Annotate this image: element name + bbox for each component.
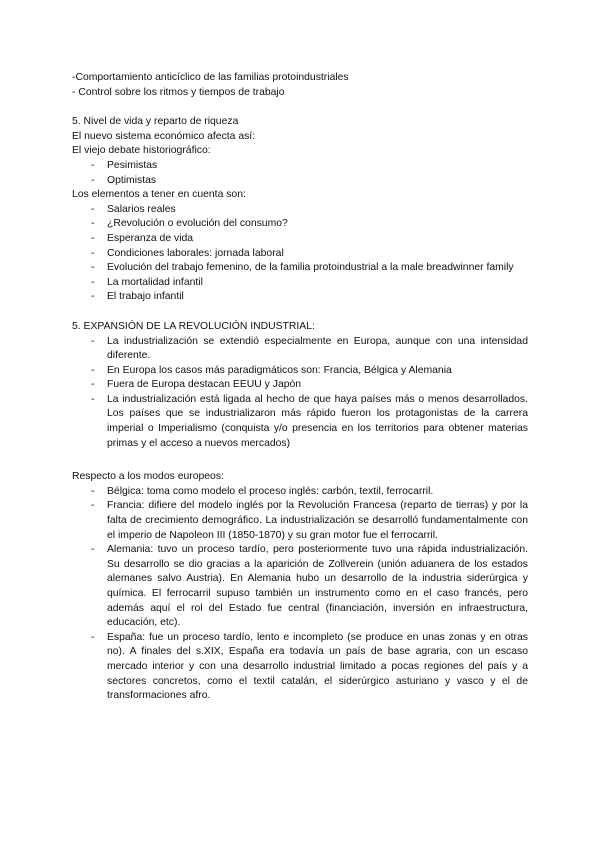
- list-item: - Esperanza de vida: [72, 232, 528, 247]
- intro-line-2: - Control sobre los ritmos y tiempos de trabajo: [72, 86, 285, 98]
- list-item: - La industrialización se extendió especialmente en Europa, aunque con una intensidad diferente.: [72, 335, 528, 364]
- list-item: - ¿Revolución o evolución del consumo?: [72, 217, 528, 232]
- list-item: - El trabajo infantil: [72, 290, 528, 305]
- list-item: - La mortalidad infantil: [72, 276, 528, 291]
- modos-list: [72, 485, 528, 704]
- list-item: - España: fue un proceso tardío, lento e incompleto (se produce en unas zonas y en otras no). A finales del s.XIX, España era todavía un país de base agraria, con un escaso mercado interior y con una desarrollo industrial limitado a pocas regiones del país y a sectores concretos, como el textil catalán, el siderúrgico asturiano y vasco y el de transformaciones afro.: [72, 631, 528, 704]
- list-item: - Bélgica: toma como modelo el proceso inglés: carbón, textil, ferrocarril.: [72, 485, 528, 500]
- document-page: [72, 71, 528, 704]
- list-item: - Alemania: tuvo un proceso tardío, pero posteriormente tuvo una rápida industrialización. Su desarrollo se dio gracias a la aparición de Zollverein (unión aduanera de los estados alemanes salvo Austria). En Alemania hubo un desarrollo de la industria siderúrgica y química. El ferrocarril supuso también un instrumento como en el caso francés, pero además aquí el rol del Estado fue central (financiación, inversión en infraestructura, educación, etc).: [72, 543, 528, 631]
- expansion-heading: 5. EXPANSIÓN DE LA REVOLUCIÓN INDUSTRIAL:: [72, 320, 315, 332]
- list-item: - La industrialización está ligada al hecho de que haya países más o menos desarrollados. Los países que se industrializaron más rápido fueron los protagonistas de la carrera imperial o Imperialismo (conquista y/o presencia en los territorios para obtener materias primas y el acceso a nuevos mercados): [72, 393, 528, 451]
- list-item: - En Europa los casos más paradigmáticos son: Francia, Bélgica y Alemania: [72, 364, 528, 379]
- list-item: - Francia: difiere del modelo inglés por la Revolución Francesa (reparto de tierras) y por la falta de crecimiento demográfico. La industrialización se desarrolló fundamentalmente con el imperio de Napoleon III (1850-1870) y su gran motor fue el ferrocarril.: [72, 499, 528, 543]
- list-item: - Fuera de Europa destacan EEUU y Japón: [72, 378, 528, 393]
- list-item: - Condiciones laborales: jornada laboral: [72, 247, 528, 262]
- list-item: - Optimistas: [72, 174, 528, 189]
- elements-list: [72, 203, 528, 305]
- list-item: - Salarios reales: [72, 203, 528, 218]
- list-item: - Pesimistas: [72, 159, 528, 174]
- debate-list: [72, 159, 528, 188]
- nivel-line-2: El viejo debate historiográfico:: [72, 145, 211, 157]
- nivel-line-1: El nuevo sistema económico afecta así:: [72, 130, 256, 142]
- list-item: - Evolución del trabajo femenino, de la familia protoindustrial a la male breadwinner family: [72, 261, 528, 276]
- intro-line-1: -Comportamiento anticíclico de las familias protoindustriales: [72, 72, 349, 83]
- expansion-list: [72, 335, 528, 452]
- elements-intro: Los elementos a tener en cuenta son:: [72, 189, 246, 201]
- nivel-heading: 5. Nivel de vida y reparto de riqueza: [72, 116, 239, 128]
- modos-heading: Respecto a los modos europeos:: [72, 471, 224, 483]
